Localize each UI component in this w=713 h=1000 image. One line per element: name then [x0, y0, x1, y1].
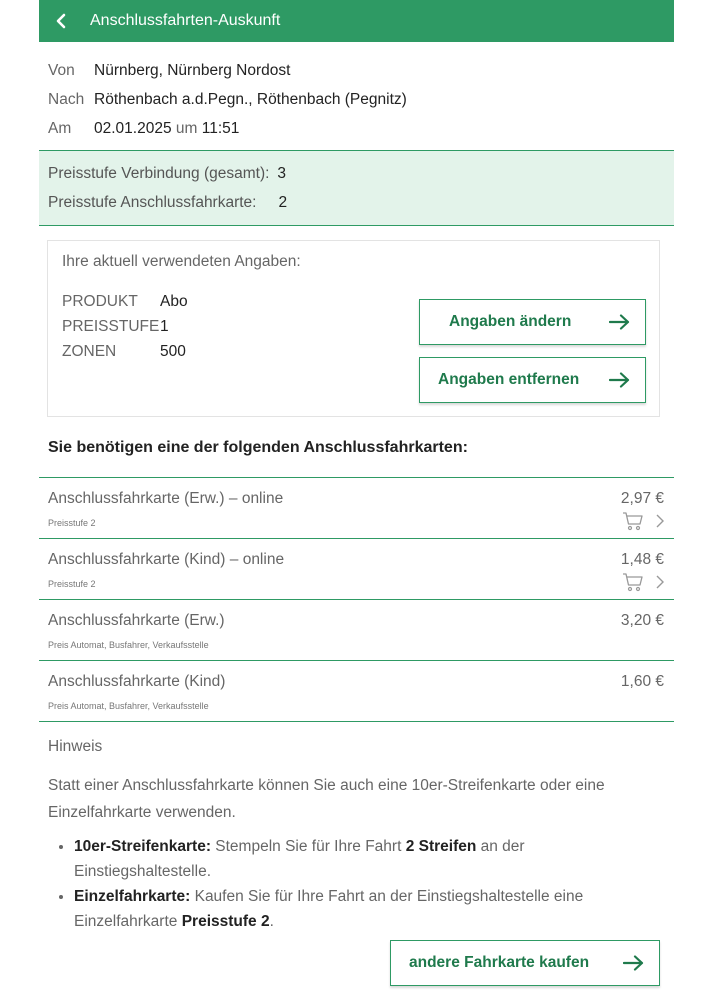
from-label: Von [48, 62, 75, 79]
route-date [39, 120, 674, 149]
settings-value: 500 [160, 342, 186, 360]
hint-item-text: . [269, 913, 274, 930]
ticket-price: 1,60 € [620, 673, 664, 690]
arrow-right-icon [623, 955, 645, 971]
change-settings-button[interactable] [419, 299, 646, 345]
hint-item-emphasis: Preisstufe 2 [181, 913, 270, 930]
ticket-actions [622, 511, 664, 531]
to-label: Nach [48, 91, 85, 108]
hint-item-title: 10er-Streifenkarte: [74, 838, 211, 855]
ticket-item[interactable] [39, 539, 674, 600]
settings-value: Abo [160, 292, 188, 310]
price-connect-row [48, 188, 674, 217]
settings-table [62, 289, 188, 364]
hint-item [74, 884, 664, 934]
route-from [39, 62, 674, 91]
tickets-heading: Sie benötigen eine der folgenden Anschlussfahrkarten: [48, 439, 468, 456]
date-value [94, 120, 239, 138]
cart-icon[interactable] [622, 511, 644, 531]
hint-section [39, 722, 674, 934]
price-total-row [48, 159, 674, 188]
back-button[interactable] [39, 0, 83, 42]
chevron-right-icon[interactable] [656, 575, 664, 589]
price-total-label: Preisstufe Verbindung (gesamt): [48, 164, 270, 182]
hint-item-title: Einzelfahrkarte: [74, 888, 191, 905]
ticket-sub: Preis Automat, Busfahrer, Verkaufsstelle [48, 640, 209, 650]
ticket-name: Anschlussfahrkarte (Kind) – online [48, 551, 285, 568]
ticket-actions [622, 572, 664, 592]
ticket-sub: Preisstufe 2 [48, 518, 96, 528]
route-info [39, 42, 674, 149]
settings-row [62, 339, 188, 364]
from-value: Nürnberg, Nürnberg Nordost [94, 62, 291, 79]
header [39, 0, 674, 42]
ticket-price: 1,48 € [620, 551, 664, 568]
remove-settings-label: Angaben entfernen [438, 371, 580, 388]
settings-row [62, 289, 188, 314]
settings-box [47, 240, 660, 417]
ticket-item [39, 600, 674, 661]
arrow-right-icon [609, 314, 631, 330]
ticket-list [39, 477, 674, 722]
time: 11:51 [201, 120, 240, 137]
hint-title: Hinweis [48, 738, 103, 755]
hint-item [74, 834, 664, 884]
cart-icon[interactable] [622, 572, 644, 592]
arrow-right-icon [609, 372, 631, 388]
hint-text: Statt einer Anschlussfahrkarte können Sie auch eine 10er-Streifenkarte oder eine Einzelfahrkarte verwenden. [48, 777, 605, 821]
ticket-name: Anschlussfahrkarte (Erw.) – online [48, 490, 284, 507]
price-connect-value: 2 [278, 193, 288, 211]
other-ticket-label: andere Fahrkarte kaufen [409, 954, 590, 971]
remove-settings-button[interactable] [419, 357, 646, 403]
chevron-right-icon[interactable] [656, 514, 664, 528]
settings-row [62, 314, 188, 339]
price-total-value: 3 [277, 164, 287, 182]
settings-key: ZONEN [62, 342, 117, 360]
price-level-box [39, 150, 674, 226]
ticket-price: 2,97 € [620, 490, 664, 507]
settings-title: Ihre aktuell verwendeten Angaben: [62, 253, 301, 270]
change-settings-label: Angaben ändern [449, 313, 572, 330]
hint-item-text: Stempeln Sie für Ihre Fahrt [210, 838, 406, 855]
ticket-item [39, 661, 674, 722]
ticket-name: Anschlussfahrkarte (Kind) [48, 673, 226, 690]
settings-key: PRODUKT [62, 292, 138, 310]
hint-item-emphasis: 2 Streifen [405, 838, 477, 855]
page [39, 0, 674, 1000]
settings-key: PREISSTUFE [62, 317, 160, 335]
ticket-sub: Preisstufe 2 [48, 579, 96, 589]
date-label: Am [48, 120, 72, 137]
settings-value: 1 [160, 317, 169, 335]
ticket-price: 3,20 € [620, 612, 664, 629]
to-value: Röthenbach a.d.Pegn., Röthenbach (Pegnitz) [94, 91, 407, 108]
hint-item-text: an der Einstiegshaltestelle. [74, 838, 525, 880]
ticket-sub: Preis Automat, Busfahrer, Verkaufsstelle [48, 701, 209, 711]
time-connector: um [175, 120, 198, 137]
hint-list [48, 834, 664, 934]
route-to [39, 91, 674, 120]
price-connect-label: Preisstufe Anschlussfahrkarte: [48, 193, 257, 211]
chevron-left-icon [55, 13, 67, 29]
date: 02.01.2025 [94, 120, 172, 137]
hint-item-text: Kaufen Sie für Ihre Fahrt an der Einstiegshaltestelle eine Einzelfahrkarte [74, 888, 584, 930]
page-title: Anschlussfahrten-Auskunft [90, 12, 281, 29]
other-ticket-button[interactable] [390, 940, 660, 986]
ticket-name: Anschlussfahrkarte (Erw.) [48, 612, 225, 629]
ticket-item[interactable] [39, 478, 674, 539]
